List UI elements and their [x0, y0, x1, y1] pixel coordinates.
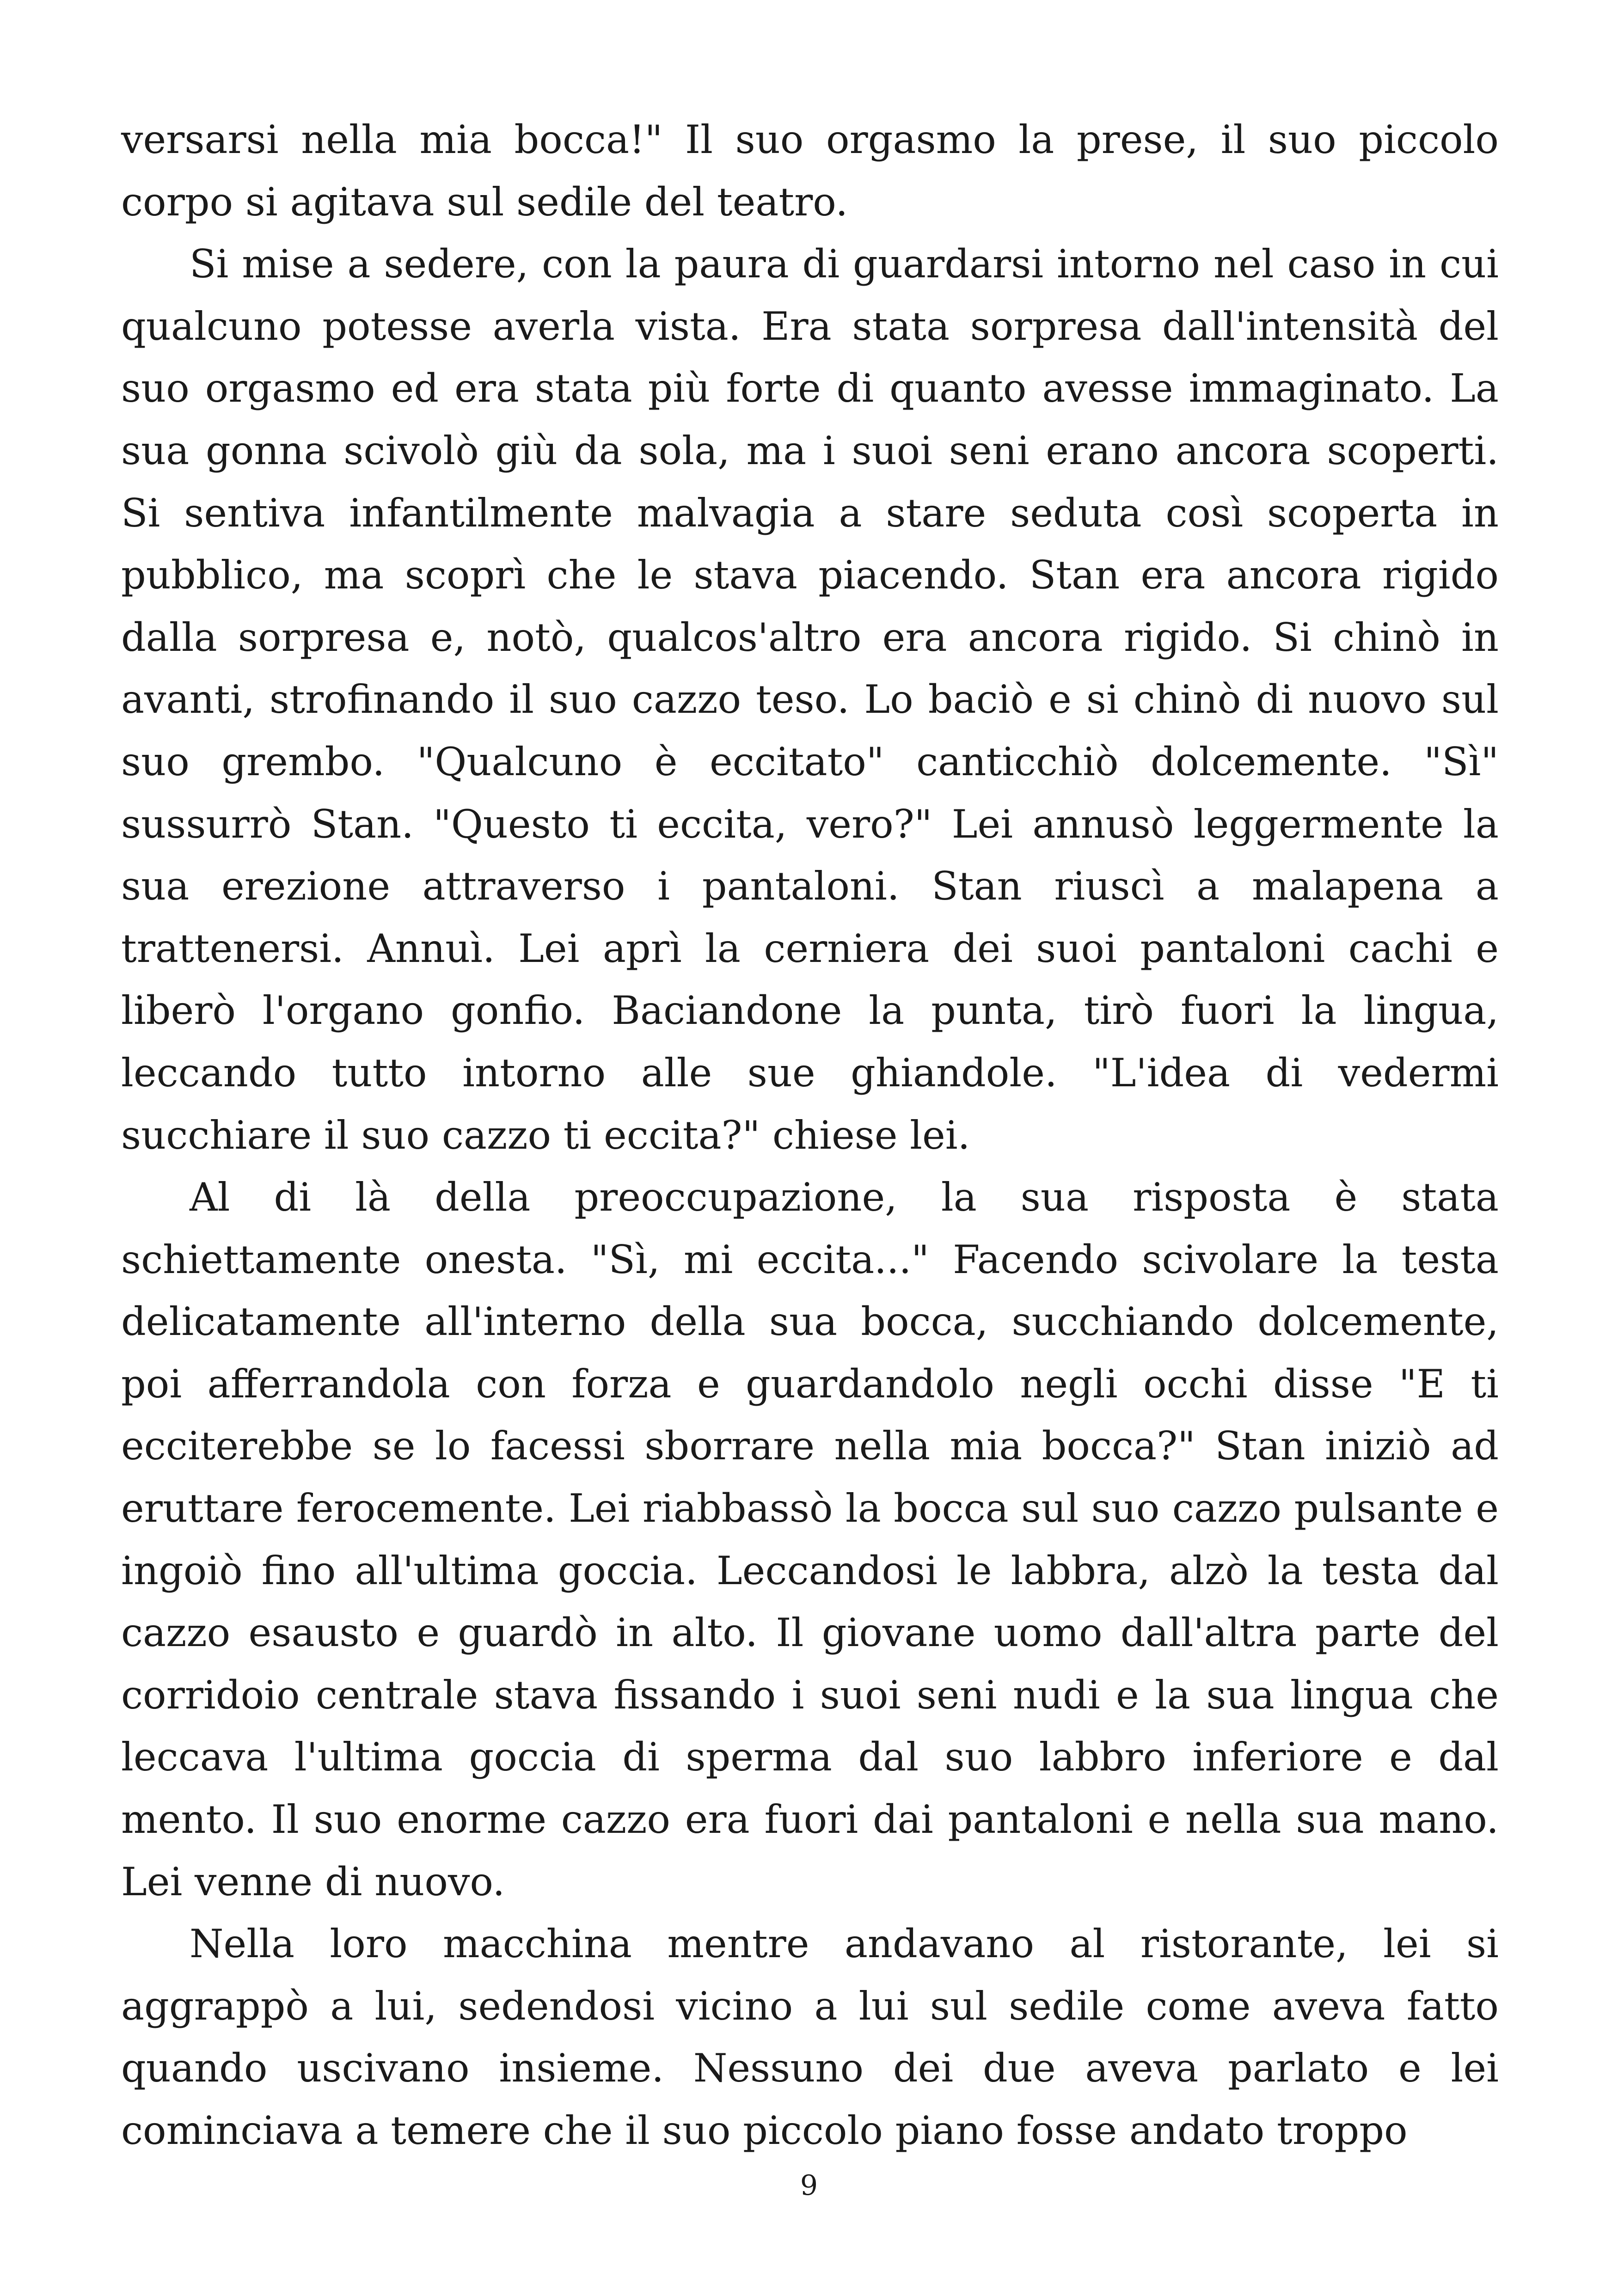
- paragraph: Nella loro macchina mentre andavano al ristorante, lei si aggrappò a lui, sedendosi vicino a lui sul sedile come aveva fatto quando uscivano insieme. Nessuno dei due aveva parlato e lei cominciava a temere che il suo piccolo piano fosse andato troppo: [121, 1921, 1499, 2153]
- page-number: 9: [800, 2169, 818, 2202]
- paragraph: versarsi nella mia bocca!" Il suo orgasmo la prese, il suo piccolo corpo si agitava sul sedile del teatro.: [121, 117, 1499, 225]
- paragraph: Si mise a sedere, con la paura di guardarsi intorno nel caso in cui qualcuno potesse averla vista. Era stata sorpresa dall'intensità del suo orgasmo ed era stata più forte di quanto avesse immaginato. La sua gonna scivolò giù da sola, ma i suoi seni erano ancora scoperti. Si sentiva infantilmente malvagia a stare seduta così scoperta in pubblico, ma scoprì che le stava piacendo. Stan era ancora rigido dalla sorpresa e, notò, qualcos'altro era ancora rigido. Si chinò in avanti, strofinando il suo cazzo teso. Lo baciò e si chinò di nuovo sul suo grembo. "Qualcuno è eccitato" canticchiò dolcemente. "Sì" sussurrò Stan. "Questo ti eccita, vero?" Lei annusò leggermente la sua erezione attraverso i pantaloni. Stan riuscì a malapena a trattenersi. Annuì. Lei aprì la cerniera dei suoi pantaloni cachi e liberò l'organo gonfio. Baciandone la punta, tirò fuori la lingua, leccando tutto intorno alle sue ghiandole. "L'idea di vedermi succhiare il suo cazzo ti eccita?" chiese lei.: [121, 241, 1499, 1158]
- paragraph: Al di là della preoccupazione, la sua risposta è stata schiettamente onesta. "Sì, mi eccita..." Facendo scivolare la testa delicatamente all'interno della sua bocca, succhiando dolcemente, poi afferrandola con forza e guardandolo negli occhi disse "E ti ecciterebbe se lo facessi sborrare nella mia bocca?" Stan iniziò ad eruttare ferocemente. Lei riabbassò la bocca sul suo cazzo pulsante e ingoiò fino all'ultima goccia. Leccandosi le labbra, alzò la testa dal cazzo esausto e guardò in alto. Il giovane uomo dall'altra parte del corridoio centrale stava fissando i suoi seni nudi e la sua lingua che leccava l'ultima goccia di sperma dal suo labbro inferiore e dal mento. Il suo enorme cazzo era fuori dai pantaloni e nella sua mano. Lei venne di nuovo.: [121, 1175, 1499, 1904]
- page-body: [121, 109, 1499, 2162]
